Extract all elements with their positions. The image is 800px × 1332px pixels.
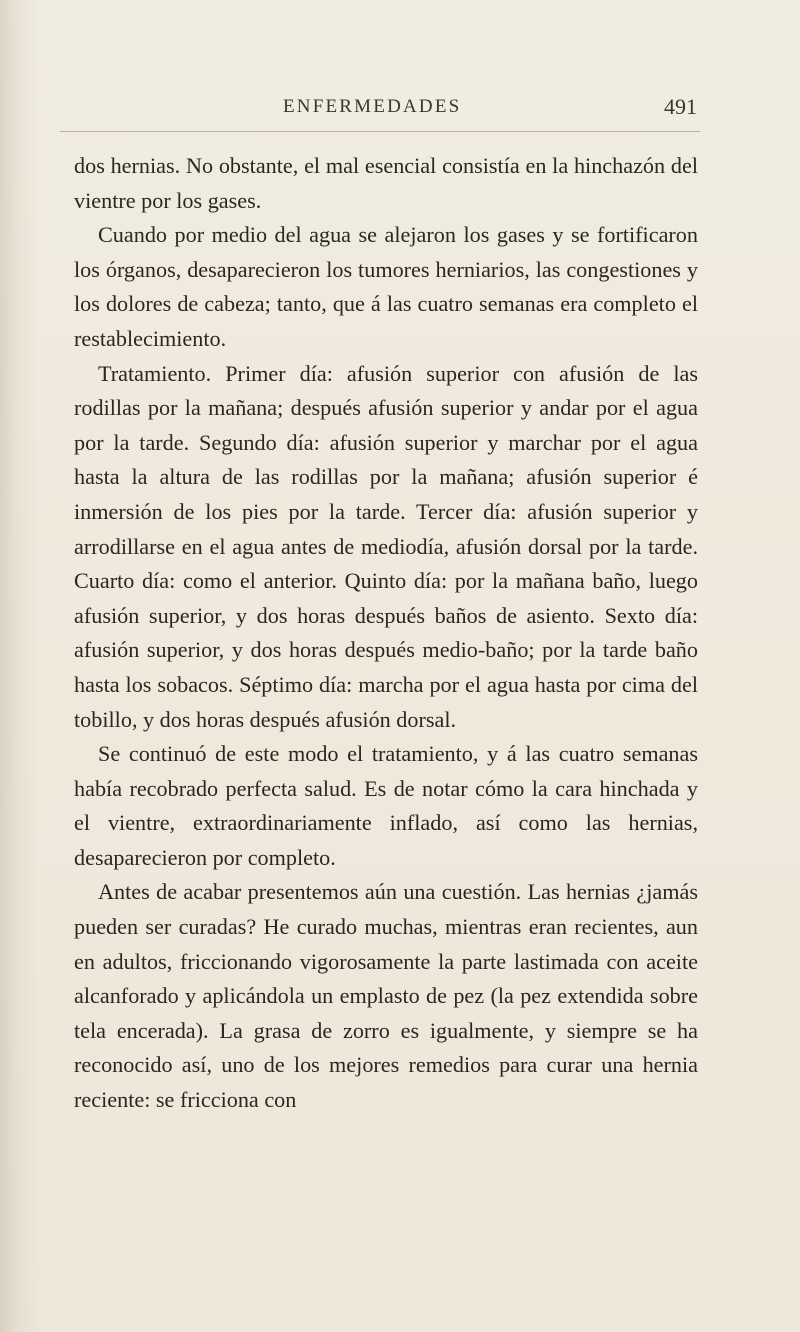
paragraph-continuation: dos hernias. No obstante, el mal esencial consistía en la hinchazón del vientre por los gases. bbox=[74, 153, 698, 213]
page-number: 491 bbox=[664, 94, 697, 119]
paragraph: Cuando por medio del agua se alejaron los gases y se fortificaron los órganos, desaparecieron los tumores herniarios, las congestiones y los dolores de cabeza; tanto, que á las cuatro semanas era completo el restablecimiento. bbox=[74, 222, 698, 351]
body-text bbox=[74, 149, 698, 1118]
running-head bbox=[0, 96, 800, 126]
paragraph-treatment: Tratamiento. Primer día: afusión superior con afusión de las rodillas por la mañana; después afusión superior y andar por el agua por la tarde. Segundo día: afusión superior y marchar por el agua hasta la altura de las rodillas por la mañana; afusión superior é inmersión de los pies por la tarde. Tercer día: afusión superior y arrodillarse en el agua antes de mediodía, afusión dorsal por la tarde. Cuarto día: como el anterior. Quinto día: por la mañana baño, luego afusión superior, y dos horas después baños de asiento. Sexto día: afusión superior, y dos horas después medio-baño; por la tarde baño hasta los sobacos. Séptimo día: marcha por el agua hasta por cima del tobillo, y dos horas después afusión dorsal. bbox=[74, 360, 698, 732]
paragraph: Antes de acabar presentemos aún una cuestión. Las hernias ¿jamás pueden ser curadas? He curado muchas, mientras eran recientes, aun en adultos, friccionando vigorosamente la parte lastimada con aceite alcanforado y aplicándola un emplasto de pez (la pez extendida sobre tela encerada). La grasa de zorro es igualmente, y siempre se ha reconocido así, uno de los mejores remedios para curar una hernia reciente: se fricciona con bbox=[74, 879, 698, 1113]
paragraph: Se continuó de este modo el tratamiento, y á las cuatro semanas había recobrado perfecta salud. Es de notar cómo la cara hinchada y el vientre, extraordinariamente inflado, así como las hernias, desaparecieron por completo. bbox=[74, 741, 698, 870]
running-title: ENFERMEDADES bbox=[283, 96, 462, 117]
header-rule bbox=[60, 131, 700, 132]
